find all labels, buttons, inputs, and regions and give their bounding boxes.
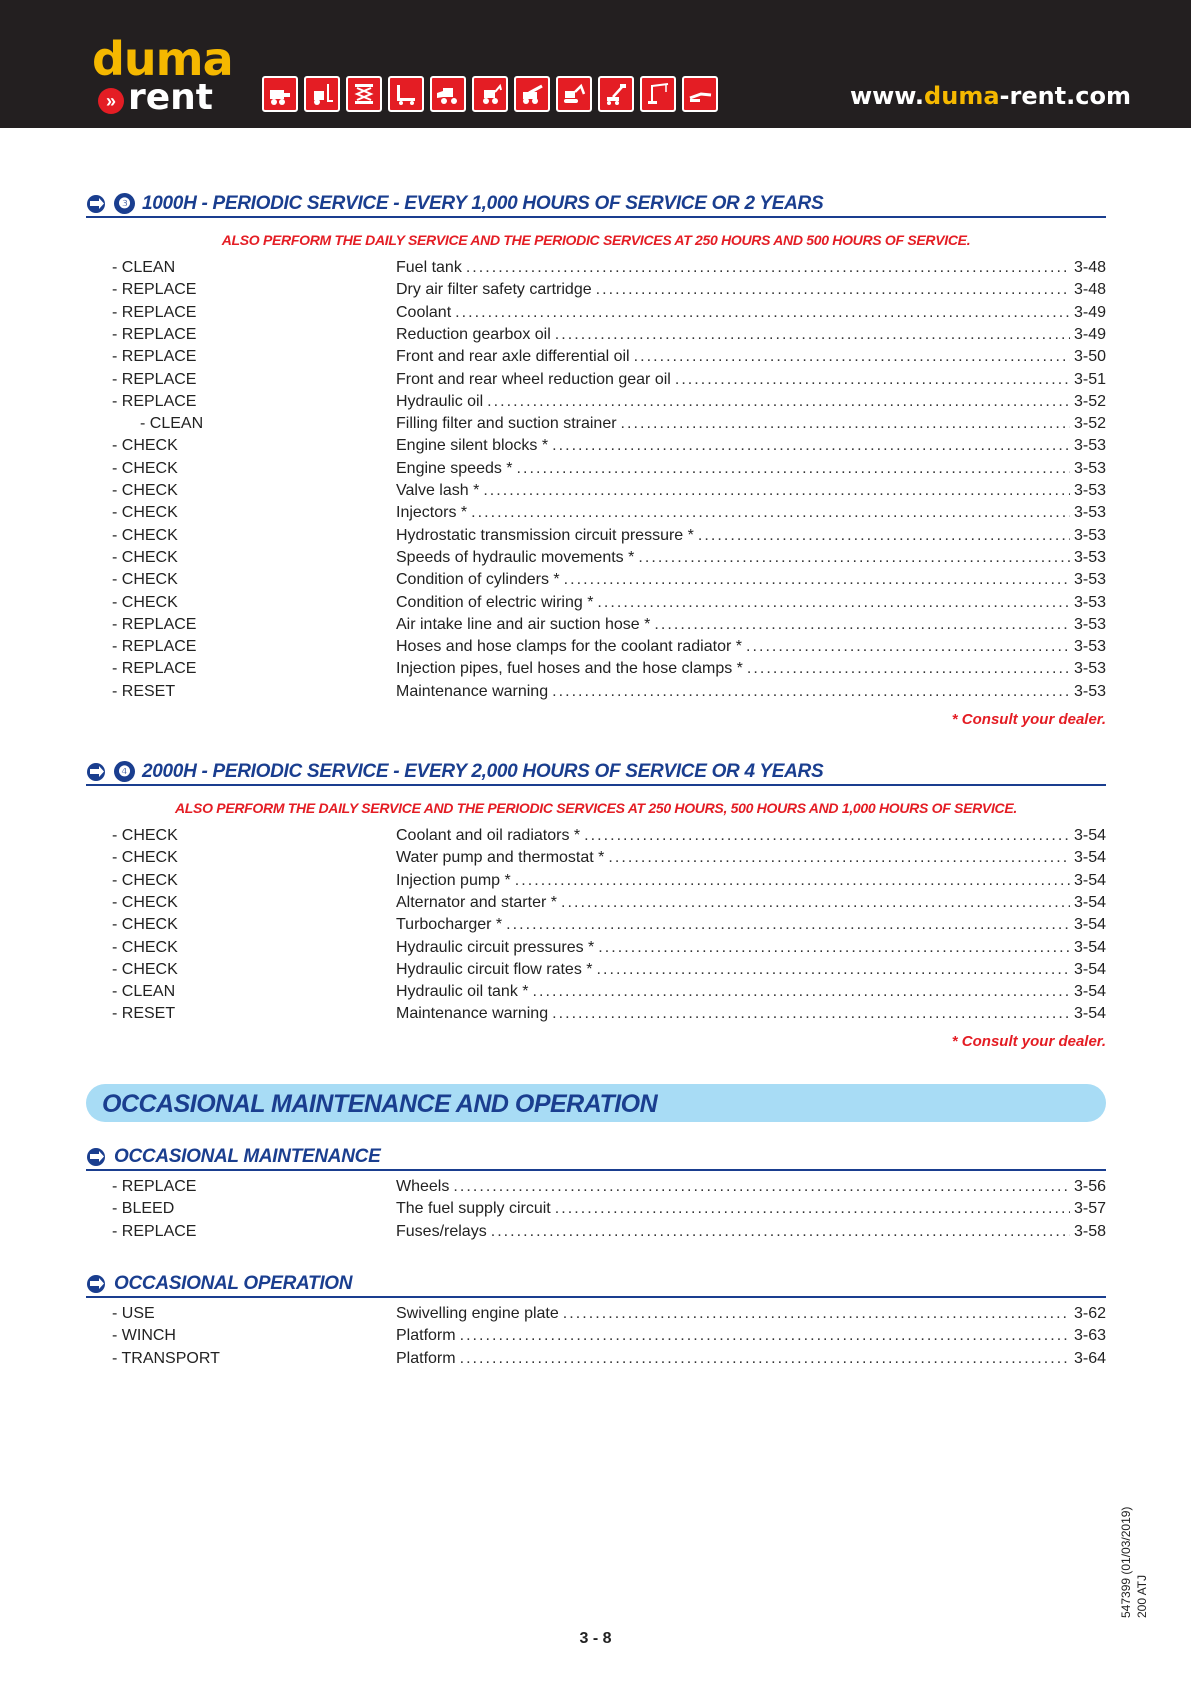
toc-item: Hydraulic oil tank * — [396, 983, 529, 1001]
toc-action: - RESET — [112, 1005, 176, 1023]
dot-leader — [698, 525, 1070, 547]
toc-action: - REPLACE — [112, 660, 197, 678]
toc-page-ref: 3-48 — [1073, 259, 1106, 276]
toc-row[interactable] — [112, 1003, 1106, 1025]
dot-leader — [552, 681, 1070, 703]
dot-leader — [515, 870, 1070, 892]
toc-item: Valve lash * — [396, 482, 480, 499]
step-4-badge: ❹ — [114, 761, 135, 782]
toc-page-ref: 3-54 — [1073, 983, 1106, 1001]
dot-leader — [487, 391, 1070, 413]
toc-action: - REPLACE — [112, 1222, 197, 1240]
toc-row[interactable] — [112, 959, 1106, 981]
toc-action: - REPLACE — [112, 370, 197, 388]
toc-row[interactable] — [112, 914, 1106, 936]
dot-leader — [455, 302, 1070, 324]
toc-page-ref: 3-53 — [1073, 459, 1106, 477]
toc-page-ref: 3-53 — [1073, 504, 1106, 522]
toc-page-ref: 3-58 — [1073, 1222, 1106, 1240]
toc-row[interactable] — [112, 1303, 1106, 1325]
toc-page-ref: 3-54 — [1073, 960, 1106, 978]
toc-action: - REPLACE — [112, 615, 197, 633]
dot-leader — [584, 825, 1070, 847]
toc-item: Maintenance warning — [396, 1005, 549, 1023]
toc-row[interactable] — [112, 892, 1106, 914]
toc-page-ref: 3-53 — [1073, 526, 1106, 544]
toc-page-ref: 3-49 — [1073, 303, 1106, 321]
toc-page-ref: 3-54 — [1073, 916, 1106, 934]
toc-item: Speeds of hydraulic movements * — [396, 548, 635, 566]
toc-item: Hydraulic oil — [396, 392, 484, 410]
boom-lift-icon — [598, 76, 634, 112]
dot-leader — [453, 1176, 1070, 1198]
toc-row[interactable] — [112, 636, 1106, 658]
dot-leader — [596, 279, 1070, 301]
step-3-badge: ❸ — [114, 193, 135, 214]
toc-action: - REPLACE — [112, 638, 197, 656]
scissor-lift-icon — [346, 76, 382, 112]
toc-action: - CHECK — [112, 526, 178, 544]
toc-item: Engine speeds * — [396, 459, 513, 477]
section-note: ALSO PERFORM THE DAILY SERVICE AND THE PERIODIC SERVICES AT 250 HOURS, 500 HOURS AND 1,000 HOURS OF SERVICE. — [175, 800, 1017, 816]
pallet-truck-icon — [388, 76, 424, 112]
url-highlight: duma — [924, 82, 1000, 110]
dot-leader — [621, 413, 1070, 435]
toc-action: - CLEAN — [112, 983, 176, 1001]
toc-page-ref: 3-64 — [1073, 1349, 1106, 1367]
banner-title: OCCASIONAL MAINTENANCE AND OPERATION — [102, 1090, 658, 1118]
toc-action: - USE — [112, 1305, 155, 1322]
arrow-icon — [86, 1274, 108, 1294]
dot-leader — [597, 959, 1070, 981]
toc-page-ref: 3-53 — [1073, 682, 1106, 700]
dot-leader — [564, 569, 1070, 591]
toc-page-ref: 3-50 — [1073, 348, 1106, 366]
section-1000h-heading — [86, 192, 1106, 218]
dot-leader — [608, 847, 1070, 869]
toc-row[interactable] — [112, 502, 1106, 524]
url-prefix: www. — [849, 82, 925, 110]
section-title: 1000H - PERIODIC SERVICE - EVERY 1,000 HOURS OF SERVICE OR 2 YEARS — [142, 193, 824, 214]
dot-leader — [506, 914, 1070, 936]
equipment-icons — [262, 76, 718, 112]
toc-page-ref: 3-63 — [1073, 1327, 1106, 1345]
toc-action: - CHECK — [112, 437, 178, 455]
dot-leader — [471, 502, 1070, 524]
toc-item: Injection pump * — [396, 871, 511, 889]
toc-row[interactable] — [112, 279, 1106, 301]
toc-page-ref: 3-49 — [1073, 325, 1106, 343]
crane-icon — [640, 76, 676, 112]
toc-item: Turbocharger * — [396, 916, 503, 934]
toc-item: Alternator and starter * — [396, 893, 557, 911]
toc-row[interactable] — [112, 614, 1106, 636]
doc-ref-line2: 200 ATJ — [1135, 1574, 1149, 1618]
page-number: 3 - 8 — [579, 1630, 612, 1647]
toc-action: - CHECK — [112, 871, 178, 889]
toc-row[interactable] — [112, 658, 1106, 680]
toc-row[interactable] — [112, 547, 1106, 569]
toc-row[interactable] — [112, 1221, 1106, 1243]
toc-action: - REPLACE — [112, 348, 197, 366]
toc-item: Front and rear axle differential oil — [396, 348, 630, 366]
toc-row[interactable] — [112, 324, 1106, 346]
dot-leader — [483, 480, 1070, 502]
toc-action: - CHECK — [112, 482, 178, 499]
toc-item: Platform — [396, 1327, 456, 1345]
occasional-operation-heading — [86, 1272, 1106, 1298]
toc-page-ref: 3-53 — [1073, 593, 1106, 611]
toc-item: Coolant — [396, 303, 452, 321]
toc-page-ref: 3-53 — [1073, 571, 1106, 589]
toc-row[interactable] — [112, 458, 1106, 480]
toc-item: Wheels — [396, 1178, 450, 1195]
toc-page-ref: 3-53 — [1073, 638, 1106, 656]
section-2000h-heading — [86, 760, 1106, 786]
toc-page-ref: 3-54 — [1073, 871, 1106, 889]
toc-action: - WINCH — [112, 1327, 176, 1345]
toc-item: Injection pipes, fuel hoses and the hose clamps * — [396, 660, 743, 678]
telehandler-icon — [514, 76, 550, 112]
dot-leader — [552, 435, 1070, 457]
toc-item: Dry air filter safety cartridge — [396, 281, 592, 299]
section-title: OCCASIONAL MAINTENANCE — [114, 1146, 381, 1167]
toc-item: Fuses/relays — [396, 1222, 487, 1240]
toc-action: - REPLACE — [112, 392, 197, 410]
toc-row[interactable] — [112, 825, 1106, 847]
toc-item: Water pump and thermostat * — [396, 849, 605, 867]
toc-item: Filling filter and suction strainer — [396, 415, 617, 433]
toc-row[interactable] — [112, 981, 1106, 1003]
compact-loader-icon — [430, 76, 466, 112]
dot-leader — [638, 547, 1070, 569]
dealer-note: * Consult your dealer. — [951, 711, 1106, 728]
dot-leader — [460, 1325, 1070, 1347]
toc-row[interactable] — [112, 870, 1106, 892]
toc-item: Reduction gearbox oil — [396, 325, 551, 343]
occasional-maintenance-heading — [86, 1145, 1106, 1171]
dot-leader — [555, 1198, 1070, 1220]
toc-item: Hydraulic circuit pressures * — [396, 938, 595, 956]
backhoe-icon — [472, 76, 508, 112]
url-suffix: -rent.com — [999, 82, 1131, 110]
toc-action: - CHECK — [112, 571, 178, 589]
toc-action: - CHECK — [112, 548, 178, 566]
toc-row[interactable] — [112, 525, 1106, 547]
toc-row[interactable] — [112, 369, 1106, 391]
toc-item: Condition of electric wiring * — [396, 593, 594, 611]
toc-action: - BLEED — [112, 1200, 175, 1218]
toc-row[interactable] — [112, 937, 1106, 959]
toc-row[interactable] — [112, 569, 1106, 591]
logo-rent-text: rent — [128, 77, 214, 118]
toc-action: - RESET — [112, 682, 176, 700]
toc-page-ref: 3-53 — [1073, 615, 1106, 633]
section-title: 2000H - PERIODIC SERVICE - EVERY 2,000 HOURS OF SERVICE OR 4 YEARS — [142, 761, 824, 782]
dot-leader — [598, 937, 1070, 959]
toc-row[interactable] — [112, 681, 1106, 703]
toc-row[interactable] — [112, 346, 1106, 368]
toc-row[interactable] — [112, 1348, 1106, 1370]
toc-item: Hoses and hose clamps for the coolant radiator * — [396, 638, 742, 656]
toc-page-ref: 3-48 — [1073, 281, 1106, 299]
toc-row[interactable] — [112, 435, 1106, 457]
articulated-boom-icon — [682, 76, 718, 112]
toc-action: - REPLACE — [112, 1178, 197, 1195]
page-header — [0, 0, 1191, 128]
toc-action: - CHECK — [112, 938, 178, 956]
toc-row[interactable] — [112, 1176, 1106, 1198]
toc-row[interactable] — [112, 257, 1106, 279]
toc-row[interactable] — [112, 1198, 1106, 1220]
skid-steer-icon — [262, 76, 298, 112]
dot-leader — [460, 1348, 1070, 1370]
arrow-icon — [86, 762, 108, 782]
dot-leader — [563, 1303, 1070, 1325]
toc-action: - TRANSPORT — [112, 1349, 220, 1367]
dot-leader — [466, 257, 1070, 279]
toc-page-ref: 3-54 — [1073, 1005, 1106, 1023]
toc-action: - CHECK — [112, 504, 178, 522]
toc-action: - CLEAN — [112, 259, 176, 276]
dot-leader — [654, 614, 1070, 636]
toc-page-ref: 3-62 — [1073, 1305, 1106, 1322]
section-note: ALSO PERFORM THE DAILY SERVICE AND THE PERIODIC SERVICES AT 250 HOURS AND 500 HOURS OF SERVICE. — [221, 232, 971, 248]
dot-leader — [533, 981, 1070, 1003]
toc-action: - CHECK — [112, 960, 178, 978]
dot-leader — [597, 592, 1070, 614]
logo-duma-text: duma — [92, 32, 233, 86]
toc-page-ref: 3-54 — [1073, 827, 1106, 844]
toc-row[interactable] — [112, 302, 1106, 324]
forklift-icon — [304, 76, 340, 112]
toc-item: Platform — [396, 1349, 456, 1367]
toc-action: - CLEAN — [140, 415, 204, 433]
toc-page-ref: 3-52 — [1073, 415, 1106, 433]
toc-action: - CHECK — [112, 459, 178, 477]
toc-item: Air intake line and air suction hose * — [396, 615, 651, 633]
toc-row[interactable] — [112, 592, 1106, 614]
toc-page-ref: 3-53 — [1073, 437, 1106, 455]
dot-leader — [517, 458, 1070, 480]
toc-page-ref: 3-56 — [1073, 1178, 1106, 1195]
toc-item: Hydrostatic transmission circuit pressure * — [396, 526, 694, 544]
dot-leader — [491, 1221, 1070, 1243]
toc-page-ref: 3-54 — [1073, 893, 1106, 911]
toc-item: Front and rear wheel reduction gear oil — [396, 370, 671, 388]
toc-page-ref: 3-54 — [1073, 938, 1106, 956]
toc-action: - CHECK — [112, 916, 178, 934]
toc-action: - REPLACE — [112, 303, 197, 321]
toc-item: Coolant and oil radiators * — [396, 827, 581, 844]
dot-leader — [634, 346, 1070, 368]
toc-action: - CHECK — [112, 849, 178, 867]
toc-item: Fuel tank — [396, 259, 462, 276]
toc-row[interactable] — [112, 847, 1106, 869]
toc-page-ref: 3-53 — [1073, 548, 1106, 566]
dot-leader — [747, 658, 1070, 680]
toc-action: - REPLACE — [112, 325, 197, 343]
toc-action: - CHECK — [112, 893, 178, 911]
toc-page-ref: 3-53 — [1073, 660, 1106, 678]
doc-ref-line1: 547399 (01/03/2019) — [1119, 1506, 1133, 1618]
dot-leader — [552, 1003, 1070, 1025]
arrow-icon — [86, 194, 108, 214]
arrow-icon — [86, 1147, 108, 1167]
document-reference — [1118, 1507, 1150, 1618]
toc-action: - CHECK — [112, 827, 178, 844]
toc-item: Maintenance warning — [396, 682, 549, 700]
toc-action: - REPLACE — [112, 281, 197, 299]
toc-row[interactable] — [112, 391, 1106, 413]
toc-item: Hydraulic circuit flow rates * — [396, 960, 593, 978]
toc-item: Injectors * — [396, 504, 468, 522]
toc-page-ref: 3-53 — [1073, 482, 1106, 499]
section-title: OCCASIONAL OPERATION — [114, 1273, 353, 1294]
dealer-note: * Consult your dealer. — [951, 1033, 1106, 1050]
toc-item: Engine silent blocks * — [396, 437, 549, 455]
dot-leader — [675, 369, 1070, 391]
toc-row[interactable] — [112, 413, 1106, 435]
toc-page-ref: 3-54 — [1073, 849, 1106, 867]
website-url[interactable] — [850, 82, 1131, 110]
toc-item: Swivelling engine plate — [396, 1305, 559, 1322]
toc-item: Condition of cylinders * — [396, 571, 560, 589]
toc-item: The fuel supply circuit — [396, 1200, 551, 1218]
toc-row[interactable] — [112, 1325, 1106, 1347]
toc-page-ref: 3-57 — [1073, 1200, 1106, 1218]
occasional-banner — [86, 1084, 1106, 1122]
logo-chevron-icon: » — [98, 88, 124, 114]
excavator-icon — [556, 76, 592, 112]
toc-row[interactable] — [112, 480, 1106, 502]
dot-leader — [746, 636, 1070, 658]
toc-page-ref: 3-51 — [1073, 370, 1106, 388]
toc-page-ref: 3-52 — [1073, 392, 1106, 410]
dot-leader — [561, 892, 1070, 914]
toc-action: - CHECK — [112, 593, 178, 611]
dot-leader — [555, 324, 1070, 346]
